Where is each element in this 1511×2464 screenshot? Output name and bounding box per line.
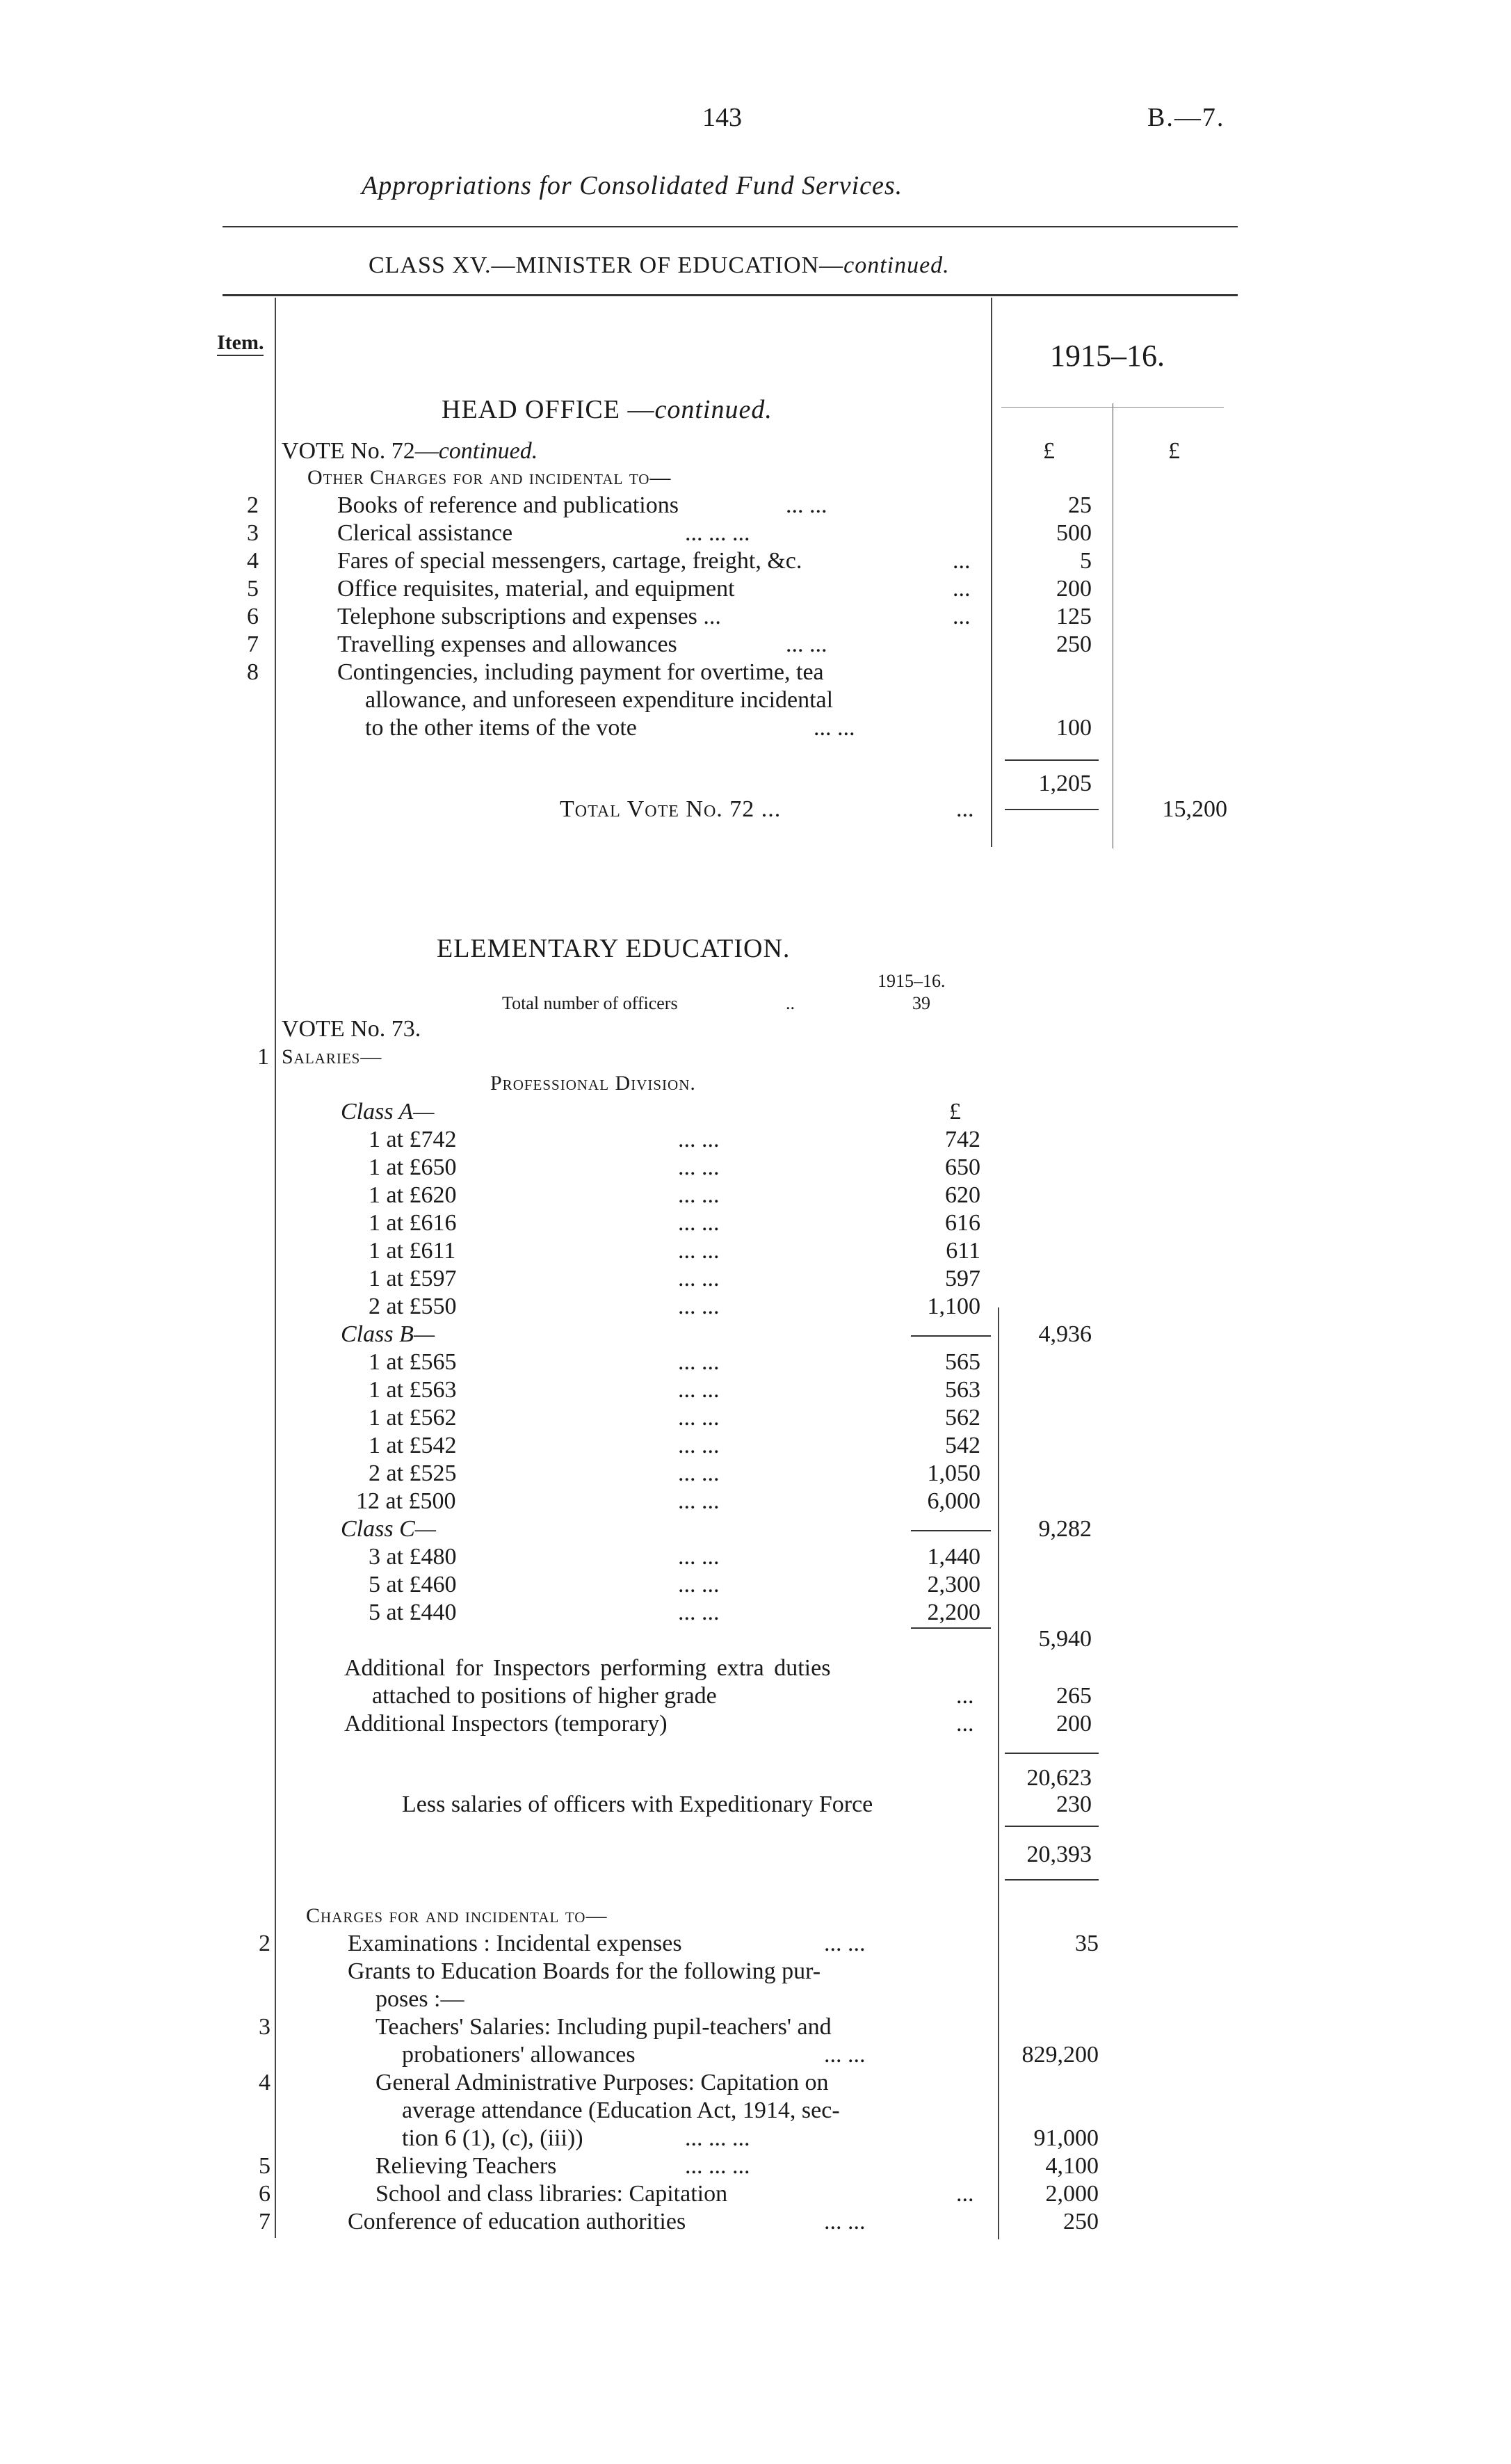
leader-dots: ... ...: [678, 1460, 720, 1486]
item-amount: 2,000: [1045, 2181, 1099, 2207]
item-amount: 25: [1068, 492, 1092, 518]
salary-grade: 1 at £650: [369, 1154, 457, 1180]
leader-dots: ... ...: [678, 1127, 720, 1152]
item-label: Telephone subscriptions and expenses ...: [337, 604, 721, 629]
class-a-label: Class A—: [341, 1099, 435, 1125]
total-vote-72-label: Total Vote No. 72 ...: [560, 796, 782, 822]
leader-dots: ... ... ...: [685, 2125, 750, 2151]
additional-inspectors-extra-duties-amount: 265: [1056, 1683, 1092, 1709]
leader-dots: ... ...: [678, 1544, 720, 1570]
subtotal-rule: [1005, 759, 1099, 761]
item-label: General Administrative Purposes: Capitation on: [375, 2070, 829, 2095]
subtotal-rule: [911, 1530, 991, 1531]
item-number: 7: [247, 631, 259, 657]
grants-heading: Grants to Education Boards for the following pur-: [348, 1958, 821, 1984]
pound-symbol-b: £: [1168, 438, 1180, 464]
leader-dots: ...: [956, 1711, 974, 1737]
year-underline: [1001, 407, 1224, 408]
page-number: 143: [702, 103, 742, 132]
item-label: Teachers' Salaries: Including pupil-teachers' and: [375, 2014, 832, 2040]
additional-inspectors-temporary-amount: 200: [1056, 1711, 1092, 1737]
class-a-total: 4,936: [1038, 1321, 1092, 1347]
salary-amount: 650: [945, 1154, 980, 1180]
salary-grade: 1 at £562: [369, 1405, 457, 1431]
elementary-education-heading: ELEMENTARY EDUCATION.: [437, 934, 791, 963]
item-amount: 250: [1056, 631, 1092, 657]
officers-year: 1915–16.: [878, 971, 946, 991]
salary-amount: 563: [945, 1377, 980, 1403]
item-amount: 100: [1056, 715, 1092, 741]
salary-grade: 1 at £616: [369, 1210, 457, 1236]
item-label-continued: probationers' allowances: [402, 2042, 636, 2068]
year-column-header: 1915–16.: [1050, 339, 1165, 373]
item-amount: 125: [1056, 604, 1092, 629]
salary-amount: 1,440: [927, 1544, 980, 1570]
vote-73-heading: VOTE No. 73.: [282, 1016, 421, 1042]
item-label: Fares of special messengers, cartage, freight, &c.: [337, 548, 802, 574]
item-label: Examinations : Incidental expenses: [348, 1931, 682, 1956]
page-title: Appropriations for Consolidated Fund Services.: [362, 171, 903, 200]
subtotal-rule: [911, 1627, 991, 1629]
item-label: Contingencies, including payment for overtime, tea: [337, 659, 824, 685]
leader-dots: ... ...: [814, 715, 855, 741]
item-label: Clerical assistance: [337, 520, 513, 546]
salary-grade: 1 at £542: [369, 1433, 457, 1458]
leader-dots: ... ...: [824, 2042, 866, 2068]
item-column-rule: [275, 298, 276, 2238]
leader-dots: ..: [786, 993, 795, 1013]
salary-amount: 2,200: [927, 1600, 980, 1625]
item-label: Books of reference and publications: [337, 492, 679, 518]
item-amount: 500: [1056, 520, 1092, 546]
item-number: 2: [259, 1931, 270, 1956]
salary-grade: 5 at £460: [369, 1572, 457, 1597]
item-amount: 5: [1080, 548, 1092, 574]
item-number: 5: [247, 576, 259, 602]
subtotal-rule: [1005, 1826, 1099, 1827]
class-c-label: Class C—: [341, 1516, 436, 1542]
total-vote-72: 15,200: [1162, 796, 1227, 822]
class-b-label: Class B—: [341, 1321, 435, 1347]
item-number: 4: [247, 548, 259, 574]
document-reference: B.—7.: [1147, 103, 1225, 132]
item-number: 6: [247, 604, 259, 629]
salary-grade: 1 at £620: [369, 1182, 457, 1208]
leader-dots: ... ...: [678, 1154, 720, 1180]
salaries-heading: Salaries—: [282, 1045, 382, 1068]
item-number: 8: [247, 659, 259, 685]
leader-dots: ... ...: [678, 1572, 720, 1597]
salary-grade: 1 at £742: [369, 1127, 457, 1152]
leader-dots: ... ... ...: [685, 2153, 750, 2179]
officers-count: 39: [912, 993, 930, 1013]
less-expeditionary-force-amount: 230: [1056, 1791, 1092, 1817]
item-label: Travelling expenses and allowances: [337, 631, 677, 657]
item-number: 6: [259, 2181, 270, 2207]
pound-symbol: £: [949, 1099, 961, 1125]
grants-heading-continued: poses :—: [375, 1986, 464, 2012]
leader-dots: ...: [953, 576, 971, 602]
item-label: Office requisites, material, and equipment: [337, 576, 735, 602]
salary-grade: 1 at £597: [369, 1266, 457, 1291]
salary-grade: 2 at £550: [369, 1294, 457, 1319]
item-amount: 91,000: [1033, 2125, 1099, 2151]
class-heading: CLASS XV.—MINISTER OF EDUCATION—continued.: [369, 252, 950, 278]
salary-grade: 5 at £440: [369, 1600, 457, 1625]
salary-amount: 565: [945, 1349, 980, 1375]
salary-amount: 542: [945, 1433, 980, 1458]
class-b-total: 9,282: [1038, 1516, 1092, 1542]
year-column-rule-upper: [991, 298, 992, 847]
leader-dots: ...: [953, 604, 971, 629]
additional-inspectors-extra-duties-continued: attached to positions of higher grade: [372, 1683, 717, 1709]
salary-grade: 1 at £611: [369, 1238, 456, 1264]
leader-dots: ... ...: [678, 1294, 720, 1319]
subtotal-rule: [1005, 1753, 1099, 1754]
leader-dots: ... ...: [678, 1488, 720, 1514]
leader-dots: ... ...: [824, 2209, 866, 2234]
item-amount: 200: [1056, 576, 1092, 602]
additional-inspectors-extra-duties: Additional for Inspectors performing extra duties: [344, 1655, 831, 1681]
item-number: 7: [259, 2209, 270, 2234]
salary-grade: 3 at £480: [369, 1544, 457, 1570]
leader-dots: ... ...: [786, 492, 827, 518]
table-top-rule: [223, 294, 1238, 296]
item-label: School and class libraries: Capitation: [375, 2181, 728, 2207]
leader-dots: ...: [956, 1683, 974, 1709]
leader-dots: ...: [953, 548, 971, 574]
leader-dots: ... ...: [678, 1349, 720, 1375]
salaries-gross-total: 20,623: [1026, 1765, 1092, 1791]
leader-dots: ... ...: [678, 1433, 720, 1458]
item-amount: 35: [1075, 1931, 1099, 1956]
salary-amount: 562: [945, 1405, 980, 1431]
vote-72-subtotal: 1,205: [1038, 771, 1092, 796]
salary-grade: 2 at £525: [369, 1460, 457, 1486]
item-column-header: Item.: [217, 332, 264, 356]
head-office-heading: HEAD OFFICE —continued.: [442, 395, 773, 424]
item-label-continued: to the other items of the vote: [365, 715, 637, 741]
item-label: Relieving Teachers: [375, 2153, 557, 2179]
salaries-net-total: 20,393: [1026, 1842, 1092, 1867]
item-number: 2: [247, 492, 259, 518]
item-amount: 829,200: [1021, 2042, 1099, 2068]
salary-amount: 2,300: [927, 1572, 980, 1597]
leader-dots: ... ...: [678, 1238, 720, 1264]
vote-72-heading: VOTE No. 72—continued.: [282, 438, 538, 464]
item-number: 3: [259, 2014, 270, 2040]
leader-dots: ... ... ...: [685, 520, 750, 546]
pound-symbol-a: £: [1043, 438, 1055, 464]
item-number: 5: [259, 2153, 270, 2179]
year-column-rule-lower: [998, 1307, 999, 2239]
title-rule: [223, 226, 1238, 227]
additional-inspectors-temporary: Additional Inspectors (temporary): [344, 1711, 668, 1737]
salary-amount: 597: [945, 1266, 980, 1291]
salary-amount: 742: [945, 1127, 980, 1152]
salary-amount: 1,100: [927, 1294, 980, 1319]
salary-amount: 620: [945, 1182, 980, 1208]
salary-grade: 1 at £565: [369, 1349, 457, 1375]
item-number: 4: [259, 2070, 270, 2095]
leader-dots: ... ...: [678, 1377, 720, 1403]
item-amount: 250: [1063, 2209, 1099, 2234]
salary-amount: 1,050: [927, 1460, 980, 1486]
item-label-continued: average attendance (Education Act, 1914, sec-: [402, 2097, 840, 2123]
subtotal-rule-lower: [1005, 809, 1099, 810]
salary-grade: 1 at £563: [369, 1377, 457, 1403]
salary-grade: 12 at £500: [356, 1488, 456, 1514]
professional-division-heading: Professional Division.: [490, 1072, 696, 1095]
subtotal-rule: [911, 1335, 991, 1337]
leader-dots: ...: [956, 796, 974, 822]
officers-label: Total number of officers: [502, 993, 678, 1013]
leader-dots: ... ...: [678, 1600, 720, 1625]
item-number: 3: [247, 520, 259, 546]
other-charges-heading: Other Charges for and incidental to—: [307, 466, 672, 489]
item-label-continued: allowance, and unforeseen expenditure incidental: [365, 687, 834, 713]
item-label: Conference of education authorities: [348, 2209, 686, 2234]
leader-dots: ... ...: [678, 1182, 720, 1208]
leader-dots: ... ...: [678, 1210, 720, 1236]
less-expeditionary-force-label: Less salaries of officers with Expeditionary Force: [402, 1791, 873, 1817]
subtotal-rule: [1005, 1879, 1099, 1881]
item-amount: 4,100: [1045, 2153, 1099, 2179]
leader-dots: ... ...: [786, 631, 827, 657]
charges-heading: Charges for and incidental to—: [306, 1904, 608, 1927]
item-label-continued: tion 6 (1), (c), (iii)): [402, 2125, 583, 2151]
salary-amount: 616: [945, 1210, 980, 1236]
class-c-total: 5,940: [1038, 1626, 1092, 1652]
salary-amount: 611: [946, 1238, 980, 1264]
item-number: 1: [257, 1044, 269, 1070]
leader-dots: ... ...: [678, 1405, 720, 1431]
leader-dots: ... ...: [824, 1931, 866, 1956]
leader-dots: ... ...: [678, 1266, 720, 1291]
salary-amount: 6,000: [927, 1488, 980, 1514]
leader-dots: ...: [956, 2181, 974, 2207]
